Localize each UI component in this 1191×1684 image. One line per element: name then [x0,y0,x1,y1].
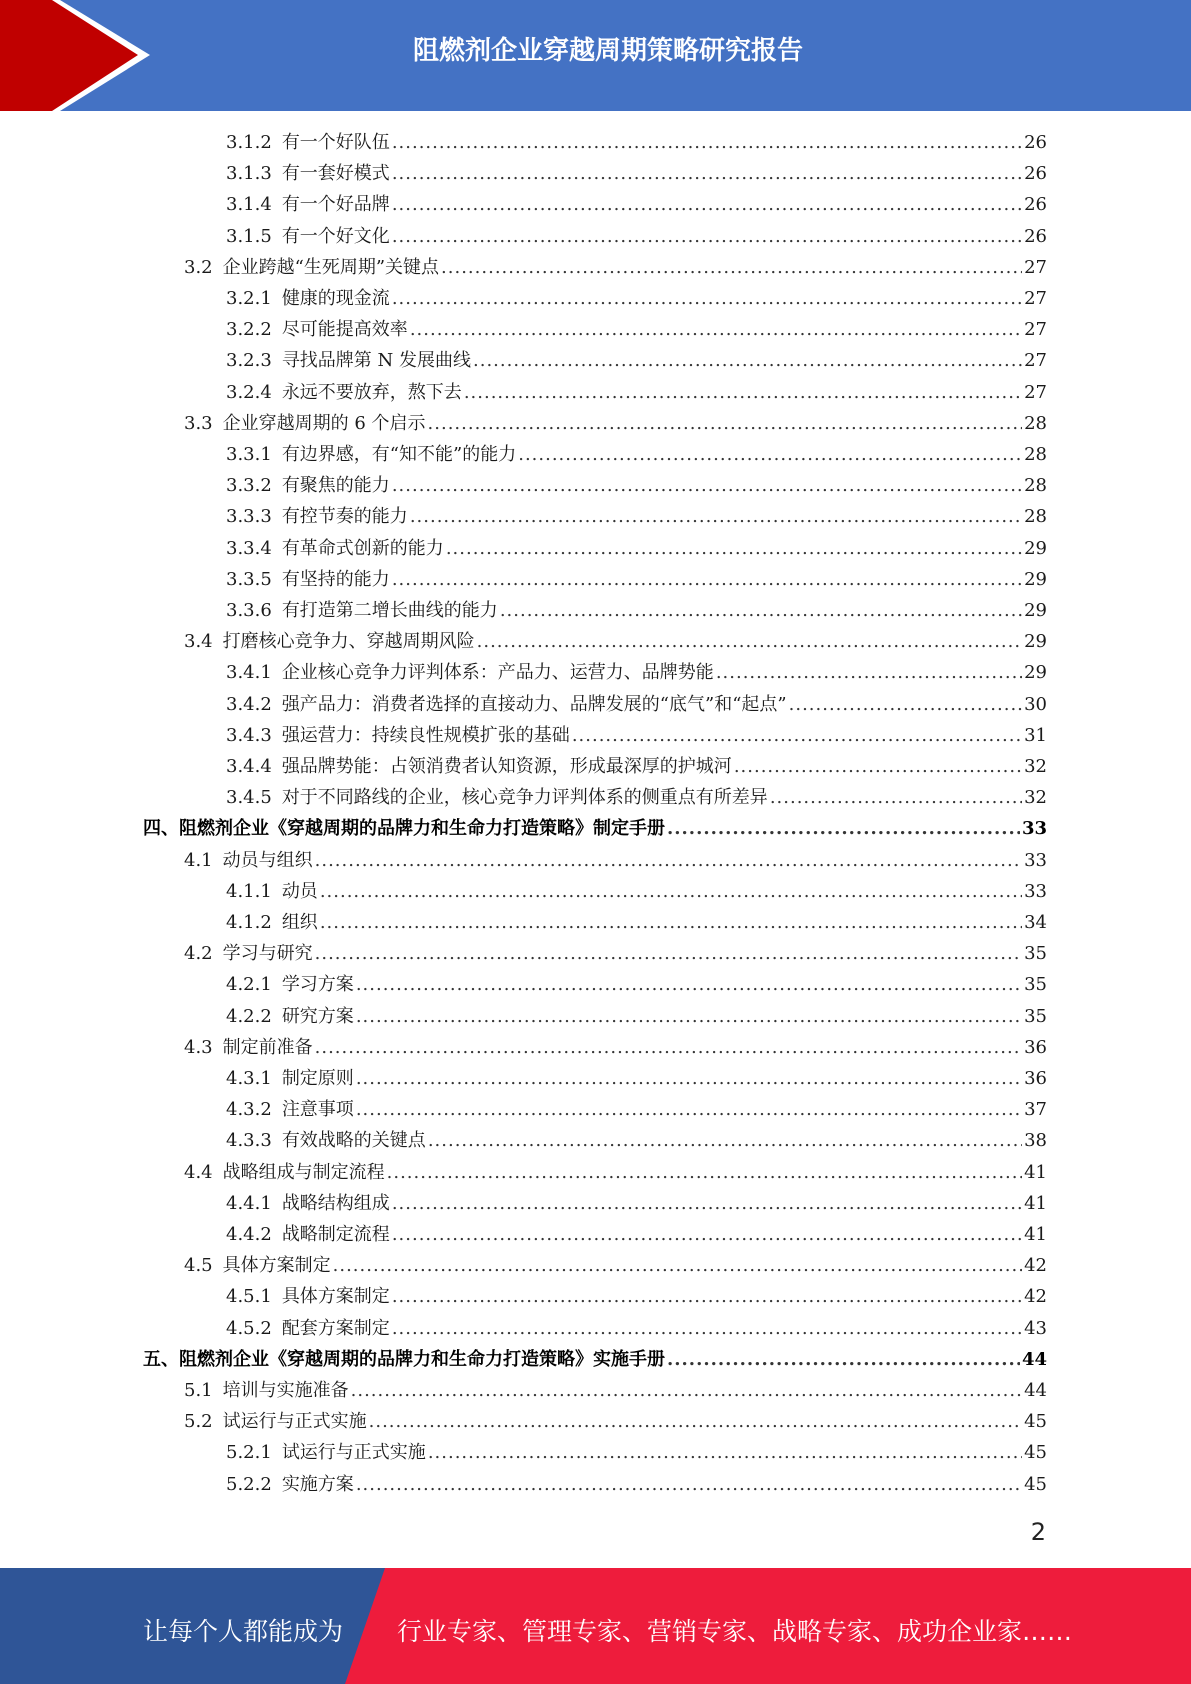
toc-entry-page: 27 [1024,381,1047,403]
toc-dot-leader [356,1469,1022,1500]
toc-entry-title: 永远不要放弃，熬下去 [281,381,462,403]
page-footer [0,1568,1191,1684]
toc-entry[interactable] [226,876,1047,907]
toc-entry-number: 3.3.4 [226,537,272,559]
toc-entry-number: 3.3 [184,412,213,434]
toc-entry-number: 3.4.4 [226,756,272,777]
toc-entry-number: 3.4.5 [226,787,272,809]
toc-entry-title: 配套方案制定 [281,1317,390,1339]
toc-entry-title: 有一个好队伍 [281,132,390,153]
toc-entry-number: 4.1.1 [226,880,272,902]
toc-entry-title: 有聚焦的能力 [281,475,390,497]
toc-entry-title: 具体方案制定 [222,1255,331,1277]
toc-entry[interactable] [143,813,1047,844]
report-title: 阻燃剂企业穿越周期策略研究报告 [412,36,803,66]
toc-entry-number: 3.1.5 [226,225,272,247]
toc-entry-title: 有一个好品牌 [281,194,390,216]
toc-entry-number: 3.3.3 [226,506,272,528]
toc-entry-page: 27 [1024,350,1047,372]
toc-entry[interactable] [184,938,1047,969]
toc-entry-page: 28 [1024,506,1047,528]
footer-slogan-left: 让每个人都能成为 [143,1617,344,1646]
toc-entry-page: 32 [1024,787,1047,809]
toc-entry[interactable] [226,564,1047,595]
toc-entry-page: 34 [1024,912,1047,933]
toc-entry-title: 注意事项 [281,1099,354,1121]
toc-entry-title: 制定原则 [281,1068,354,1089]
toc-dot-leader [667,1344,1020,1375]
toc-dot-leader [477,626,1022,657]
toc-entry[interactable] [226,751,1047,782]
toc-entry-page: 30 [1024,693,1047,715]
toc-entry-page: 26 [1024,225,1047,247]
toc-entry[interactable] [226,1125,1047,1156]
toc-entry-title: 有控节奏的能力 [281,506,408,528]
toc-entry-title: 战略结构组成 [281,1192,390,1214]
toc-entry-title: 试运行与正式实施 [222,1411,367,1433]
toc-entry[interactable] [226,595,1047,626]
toc-entry[interactable] [226,1437,1047,1468]
toc-entry-title: 有革命式创新的能力 [281,537,444,559]
toc-entry-page: 42 [1024,1286,1047,1308]
toc-entry-number: 4.4.1 [226,1192,272,1214]
toc-dot-leader [428,1125,1022,1156]
toc-dot-leader [392,1281,1022,1312]
toc-entry-page: 29 [1024,537,1047,559]
toc-dot-leader [315,938,1022,969]
toc-entry-page: 38 [1024,1130,1047,1152]
toc-entry-page: 31 [1024,724,1047,746]
toc-entry-page: 33 [1021,818,1047,840]
toc-entry-page: 36 [1024,1036,1047,1058]
toc-entry[interactable] [226,1219,1047,1250]
toc-dot-leader [446,533,1022,564]
toc-dot-leader [320,907,1022,938]
toc-entry-page: 27 [1024,319,1047,341]
toc-dot-leader [572,720,1022,751]
toc-entry-title: 强产品力：消费者选择的直接动力、品牌发展的“底气”和“起点” [281,693,787,715]
toc-entry-page: 37 [1024,1099,1047,1121]
toc-entry-number: 3.4.3 [226,724,272,746]
toc-entry[interactable] [226,1188,1047,1219]
toc-entry-title: 战略组成与制定流程 [222,1161,385,1183]
toc-entry[interactable] [226,533,1047,564]
toc-entry-title: 组织 [281,912,318,933]
toc-dot-leader [315,845,1022,876]
toc-dot-leader [428,408,1023,439]
toc-entry-number: 3.3.1 [226,444,272,465]
toc-entry[interactable] [226,689,1047,720]
toc-entry[interactable] [226,907,1047,938]
toc-entry[interactable] [184,252,1047,283]
toc-dot-leader [770,782,1022,813]
toc-entry-title: 学习与研究 [222,943,313,965]
toc-entry-number: 4.3 [184,1036,213,1058]
toc-entry-title: 阻燃剂企业《穿越周期的品牌力和生命力打造策略》实施手册 [179,1348,665,1370]
toc-entry-page: 45 [1024,1473,1047,1495]
toc-entry[interactable] [226,657,1047,688]
toc-entry[interactable] [226,189,1047,220]
toc-dot-leader [369,1406,1022,1437]
toc-entry-page: 26 [1024,194,1047,216]
toc-entry-page: 29 [1024,600,1047,621]
toc-entry[interactable] [226,1094,1047,1125]
toc-entry-number: 5.2.2 [226,1473,272,1495]
toc-entry-number: 4.5 [184,1255,213,1277]
toc-entry-page: 28 [1024,444,1047,465]
toc-entry-number: 3.2.2 [226,319,272,341]
toc-entry[interactable] [226,158,1047,189]
toc-entry-number: 3.4.1 [226,662,272,684]
toc-dot-leader [392,1313,1022,1344]
toc-entry-number: 四、 [143,818,179,840]
toc-entry-title: 战略制定流程 [281,1224,390,1245]
toc-entry-number: 4.3.2 [226,1099,272,1121]
toc-entry-page: 33 [1024,849,1047,871]
toc-entry-title: 企业穿越周期的 6 个启示 [222,412,426,434]
page-number: 2 [1030,1518,1046,1546]
toc-dot-leader [789,689,1022,720]
toc-entry-title: 企业核心竞争力评判体系：产品力、运营力、品牌势能 [281,662,714,684]
toc-entry[interactable] [184,408,1047,439]
toc-entry-number: 3.3.2 [226,475,272,497]
toc-entry-page: 41 [1024,1224,1047,1245]
toc-entry-number: 4.5.2 [226,1317,272,1339]
toc-dot-leader [320,876,1022,907]
toc-entry-number: 3.1.3 [226,163,272,185]
toc-dot-leader [500,595,1022,626]
toc-dot-leader [356,1001,1022,1032]
toc-entry-page: 26 [1024,132,1047,153]
toc-entry[interactable] [226,1063,1047,1094]
toc-entry-page: 32 [1024,756,1047,777]
toc-entry[interactable] [184,1157,1047,1188]
toc-entry-title: 有打造第二增长曲线的能力 [281,600,498,621]
toc-entry-page: 28 [1024,475,1047,497]
toc-entry-page: 44 [1024,1380,1047,1401]
toc-entry[interactable] [226,501,1047,532]
toc-dot-leader [392,127,1022,158]
toc-dot-leader [392,158,1022,189]
toc-entry-title: 阻燃剂企业《穿越周期的品牌力和生命力打造策略》制定手册 [179,818,665,840]
toc-entry[interactable] [226,283,1047,314]
toc-entry-number: 4.1.2 [226,912,272,933]
toc-entry[interactable] [226,1313,1047,1344]
toc-entry-title: 试运行与正式实施 [281,1442,426,1464]
toc-entry-number: 5.2 [184,1411,213,1433]
toc-entry-number: 3.2 [184,256,213,278]
toc-entry-title: 有一个好文化 [281,225,390,247]
toc-entry-page: 26 [1024,163,1047,185]
toc-entry-title: 培训与实施准备 [222,1380,349,1401]
toc-entry-number: 3.2.3 [226,350,272,372]
toc-entry-page: 29 [1024,568,1047,590]
toc-entry-page: 29 [1024,662,1047,684]
toc-entry-title: 学习方案 [281,974,354,996]
footer-slogan-right: 行业专家、管理专家、营销专家、战略专家、成功企业家…… [397,1617,1073,1646]
toc-entry-title: 有边界感，有“知不能”的能力 [281,444,517,465]
toc-entry-page: 44 [1021,1348,1047,1370]
toc-dot-leader [667,813,1020,844]
toc-entry[interactable] [226,345,1047,376]
toc-entry-title: 有坚持的能力 [281,568,390,590]
toc-dot-leader [333,1250,1022,1281]
toc-entry[interactable] [226,1001,1047,1032]
toc-entry[interactable] [184,845,1047,876]
toc-entry-page: 28 [1024,412,1047,434]
page-header [0,0,1191,111]
toc-entry-title: 强品牌势能：占领消费者认知资源，形成最深厚的护城河 [281,756,732,777]
toc-entry-title: 动员 [281,880,318,902]
toc-entry-title: 制定前准备 [222,1036,313,1058]
toc-entry-title: 对于不同路线的企业，核心竞争力评判体系的侧重点有所差异 [281,787,768,809]
toc-entry-page: 43 [1024,1317,1047,1339]
toc-entry-number: 4.5.1 [226,1286,272,1308]
toc-dot-leader [315,1032,1022,1063]
toc-dot-leader [392,283,1022,314]
toc-dot-leader [734,751,1022,782]
toc-entry[interactable] [226,1469,1047,1500]
toc-entry-number: 3.3.6 [226,600,272,621]
toc-entry-title: 研究方案 [281,1005,354,1027]
toc-dot-leader [410,314,1022,345]
toc-entry[interactable] [226,439,1047,470]
toc-entry[interactable] [184,1375,1047,1406]
toc-entry-title: 强运营力：持续良性规模扩张的基础 [281,724,570,746]
toc-entry-page: 45 [1024,1411,1047,1433]
toc-entry-number: 4.3.3 [226,1130,272,1152]
toc-entry[interactable] [226,127,1047,158]
toc-entry[interactable] [184,1406,1047,1437]
toc-entry-page: 29 [1024,631,1047,653]
toc-entry[interactable] [226,314,1047,345]
toc-dot-leader [518,439,1022,470]
toc-entry[interactable] [226,470,1047,501]
toc-entry-page: 42 [1024,1255,1047,1277]
toc-entry-number: 5.2.1 [226,1442,272,1464]
toc-entry[interactable] [184,1032,1047,1063]
toc-entry-page: 33 [1024,880,1047,902]
toc-entry-number: 3.1.4 [226,194,272,216]
toc-entry-title: 有一套好模式 [281,163,390,185]
toc-entry[interactable] [184,1250,1047,1281]
toc-entry-number: 4.1 [184,849,213,871]
toc-entry-page: 27 [1024,288,1047,309]
toc-entry[interactable] [226,377,1047,408]
toc-entry-number: 4.4.2 [226,1224,272,1245]
toc-dot-leader [410,501,1022,532]
toc-entry-number: 4.3.1 [226,1068,272,1089]
toc-entry-page: 41 [1024,1161,1047,1183]
toc-entry-number: 4.2 [184,943,213,965]
toc-entry[interactable] [226,221,1047,252]
toc-entry-title: 打磨核心竞争力、穿越周期风险 [222,631,475,653]
toc-entry-number: 3.4 [184,631,213,653]
toc-entry[interactable] [226,782,1047,813]
toc-entry-number: 4.2.1 [226,974,272,996]
toc-entry-page: 27 [1024,256,1047,278]
toc-dot-leader [392,564,1022,595]
toc-entry-number: 3.3.5 [226,568,272,590]
toc-dot-leader [716,657,1022,688]
toc-dot-leader [392,470,1022,501]
toc-dot-leader [473,345,1022,376]
toc-dot-leader [392,189,1022,220]
toc-entry-page: 41 [1024,1192,1047,1214]
toc-entry-title: 实施方案 [281,1473,354,1495]
toc-entry-number: 3.2.1 [226,288,272,309]
toc-dot-leader [392,1219,1022,1250]
toc-entry-number: 5.1 [184,1380,213,1401]
toc-entry-number: 3.1.2 [226,132,272,153]
toc-dot-leader [356,1094,1022,1125]
toc-entry[interactable] [226,969,1047,1000]
toc-dot-leader [464,377,1022,408]
toc-entry-page: 35 [1024,974,1047,996]
toc-entry-page: 45 [1024,1442,1047,1464]
toc-entry-number: 3.2.4 [226,381,272,403]
toc-entry[interactable] [226,720,1047,751]
toc-dot-leader [392,221,1022,252]
toc-dot-leader [441,252,1022,283]
toc-entry-title: 具体方案制定 [281,1286,390,1308]
toc-entry[interactable] [226,1281,1047,1312]
toc-dot-leader [356,1063,1022,1094]
toc-entry-page: 35 [1024,943,1047,965]
toc-dot-leader [392,1188,1022,1219]
toc-dot-leader [428,1437,1022,1468]
toc-entry-title: 动员与组织 [222,849,313,871]
toc-entry-number: 3.4.2 [226,693,272,715]
toc-entry[interactable] [184,626,1047,657]
toc-entry-title: 健康的现金流 [281,288,390,309]
toc-dot-leader [387,1157,1022,1188]
toc-entry-number: 4.4 [184,1161,213,1183]
toc-dot-leader [356,969,1022,1000]
toc-entry-title: 企业跨越“生死周期”关键点 [222,256,440,278]
toc-entry-title: 尽可能提高效率 [281,319,408,341]
toc-entry-title: 有效战略的关键点 [281,1130,426,1152]
toc-entry-title: 寻找品牌第 N 发展曲线 [281,350,472,372]
toc-entry[interactable] [143,1344,1047,1375]
toc-entry-number: 五、 [143,1348,179,1370]
toc-entry-page: 36 [1024,1068,1047,1089]
toc-entry-number: 4.2.2 [226,1005,272,1027]
toc-entry-page: 35 [1024,1005,1047,1027]
toc-dot-leader [351,1375,1022,1406]
